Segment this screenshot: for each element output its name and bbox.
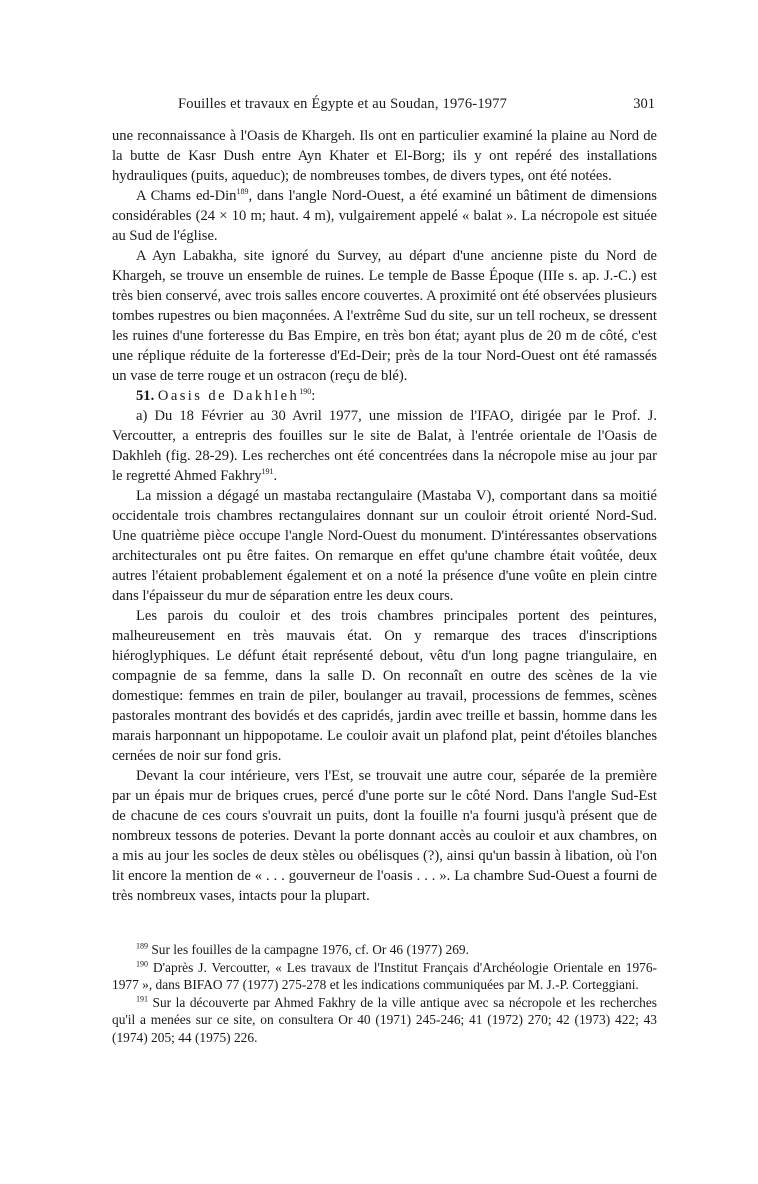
footnote-ref: 190 [299,387,312,397]
footnote [112,941,657,959]
text-run: A Chams ed-Din [136,188,237,204]
paragraph: A Ayn Labakha, site ignoré du Survey, au départ d'une ancienne piste du Nord de Khargeh, se trouve un ensemble de ruines. Le temple de Basse Époque (IIIe s. ap. J.-C.) est très bien conservé, avec trois salles encore couvertes. A proximité ont été observées plusieurs tombes rupestres ou bien maçonnées. A l'extrême Sud du site, sur un tell rocheux, se dressent les ruines d'une forteresse du Bas Empire, en très bon état; ayant plus de 20 m de côté, c'est une réplique réduite de la forteresse d'Ed-Deir; près de la tour Nord-Ouest ont été ramassés un vase de terre rouge et un ostracon (reçu de blé). [112,248,657,384]
footnote-text: Sur les fouilles de la campagne 1976, cf. Or 46 (1977) 269. [151,942,469,957]
main-text [112,126,657,906]
paragraph: Devant la cour intérieure, vers l'Est, se trouvait une autre cour, séparée de la première par un épais mur de briques crues, percé d'une porte sur le côté Nord. Dans l'angle Sud-Est de chacune de ces cours s'ouvrait un puits, dont la fouille n'a fourni jusqu'à présent que de nombreux tessons de poteries. Devant la porte donnant accès au couloir et aux chambres, on a mis au jour les socles de deux stèles ou obélisques (?), ainsi qu'un bassin à libation, où l'on lit encore la mention de « . . . gouverneur de l'oasis . . . ». La chambre Sud-Ouest a fourni de très nombreux vases, intacts pour la plupart. [112,768,657,904]
footnote-ref: 191 [261,467,274,477]
paragraph: La mission a dégagé un mastaba rectangulaire (Mastaba V), comportant dans sa moitié occidentale trois chambres rectangulaires donnant sur un couloir étroit orienté Nord-Sud. Une quatrième pièce occupe l'angle Nord-Ouest du monument. D'intéressantes observations architecturales ont pu être faites. On remarque en effet qu'une chambre était voûtée, deux autres l'étaient probablement également et on a noté la présence d'une voûte en plein cintre dans l'épaisseur du mur de séparation entre les deux cours. [112,488,657,604]
footnote-mark: 190 [136,959,148,969]
running-header [112,96,657,116]
footnote-mark: 189 [136,941,148,951]
footnote-text: D'après J. Vercoutter, « Les travaux de l'Institut Français d'Archéologie Orientale en 1976-1977 », dans BIFAO 77 (1977) 275-278 et les indications communiquées par M. J.-P. Corteggiani. [112,959,657,992]
text-run: . [273,468,278,484]
section-number: 51. [136,388,155,404]
paragraph: Les parois du couloir et des trois chambres principales portent des peintures, malheureusement en très mauvais état. On y remarque des traces d'inscriptions hiéroglyphiques. Le défunt était représenté debout, vêtu d'un long pagne triangulaire, en compagnie de sa femme, dans la salle D. On reconnaît en outre des scènes de la vie domestique: femmes en train de piler, boulanger au travail, processions de femmes, scènes pastorales montrant des bovidés et des capridés, jardin avec treille et bassin, homme dans les marais harponnant un hippopotame. Le couloir avait un plafond plat, peint d'étoiles blanches cernées de noir sur fond gris. [112,608,657,764]
footnote-ref: 189 [236,187,249,197]
paragraph [112,186,657,246]
section-heading: 51. Oasis de Dakhleh$^{190}$: [136,387,316,404]
text-run: a) Du 18 Février au 30 Avril 1977, une mission de l'IFAO, dirigée par le Prof. J. Vercoutter, a entrepris des fouilles sur le site de Balat, à l'entrée orientale de l'Oasis de Dakhleh (fig. 28-29). Les recherches ont été concentrées dans la nécropole mise au jour par le regretté Ahmed Fakhry [112,408,657,484]
running-title: Fouilles et travaux en Égypte et au Soudan, 1976-1977 [178,96,508,112]
footnote-text: Sur la découverte par Ahmed Fakhry de la ville antique avec sa nécropole et les recherches qu'il a menées sur ce site, on consultera Or 40 (1971) 245-246; 41 (1972) 270; 42 (1973) 422; 43 (1974) 205; 44 (1975) 226. [112,994,657,1045]
footnote-mark: 191 [136,994,148,1004]
footnotes [112,941,657,1046]
text-run: , dans l'angle Nord-Ouest, a été examiné un bâtiment de dimensions considérables (24 × 10 m; haut. 4 m), vulgairement appelé « balat ». La nécropole est située au Sud de l'église. [112,188,657,244]
footnote [112,959,657,994]
paragraph [112,406,657,486]
page-number: 301 [633,96,655,112]
footnote [112,994,657,1047]
section-title: Oasis de Dakhleh [157,388,300,404]
paragraph: une reconnaissance à l'Oasis de Khargeh. Ils ont en particulier examiné la plaine au Nord de la butte de Kasr Dush entre Ayn Khater et El-Borg; ils y ont repéré des installations hydrauliques (puits, aqueduc); de nombreuses tombes, de divers types, ont été notées. [112,128,657,184]
